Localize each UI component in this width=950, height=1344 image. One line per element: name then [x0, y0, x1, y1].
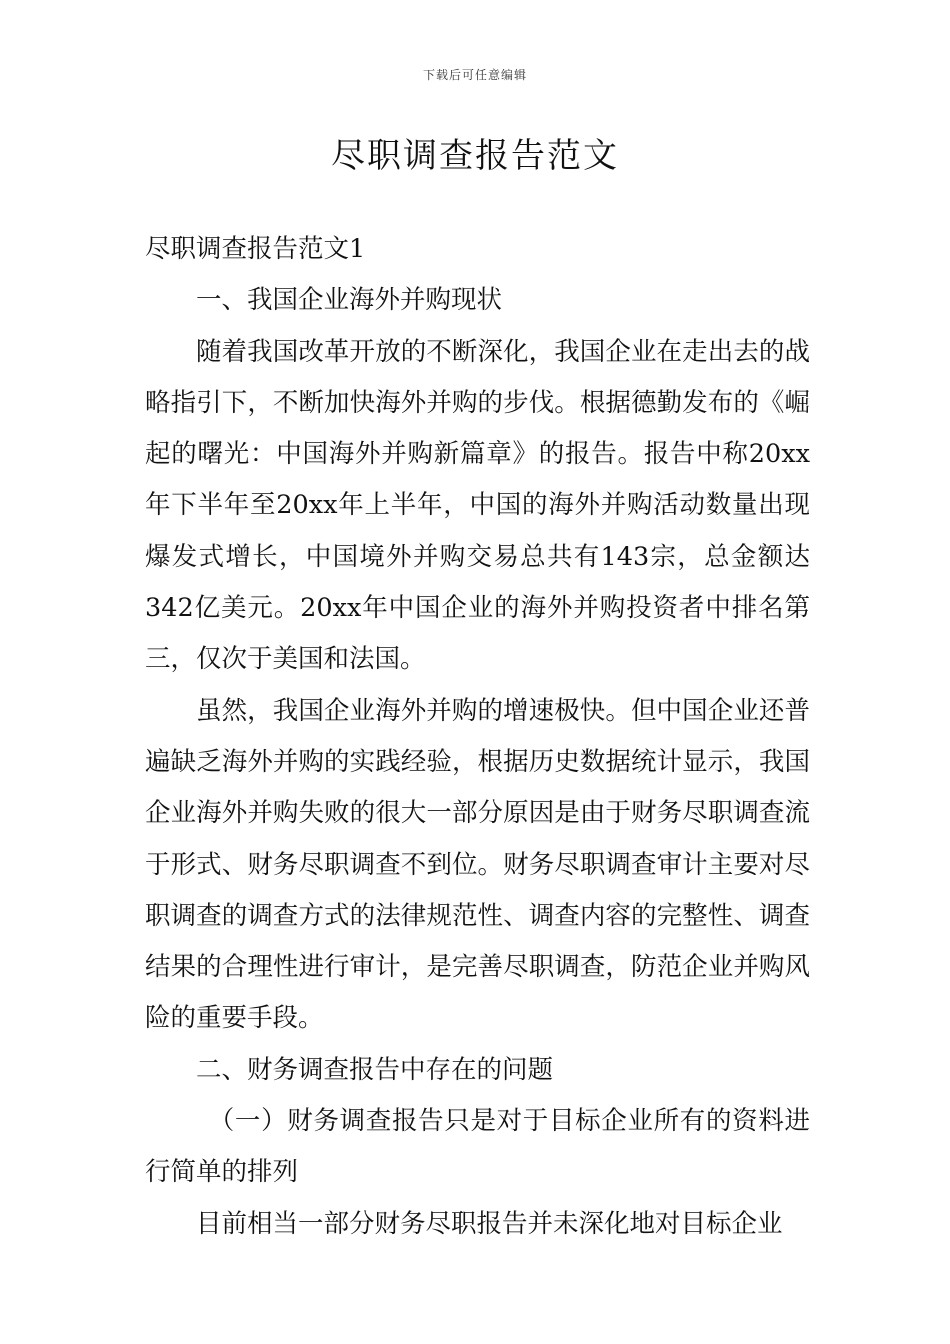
body-paragraph: 随着我国改革开放的不断深化，我国企业在走出去的战略指引下，不断加快海外并购的步伐。根据德勤发布的《崛起的曙光：中国海外并购新篇章》的报告。报告中称20xx年下半年至20xx年上半年，中国的海外并购活动数量出现爆发式增长，中国境外并购交易总共有143宗，总金额达342亿美元。20xx年中国企业的海外并购投资者中排名第三，仅次于美国和法国。	[145, 336, 810, 675]
document-title: 尽职调查报告范文	[331, 136, 619, 176]
subsection-heading: 二、财务调查报告中存在的问题	[196, 1054, 554, 1085]
header-note: 下载后可任意编辑	[422, 68, 527, 82]
body-paragraph: 目前相当一部分财务尽职报告并未深化地对目标企业	[196, 1208, 783, 1239]
subsection-heading: 一、我国企业海外并购现状	[196, 285, 503, 316]
body-paragraph: 虽然，我国企业海外并购的增速极快。但中国企业还普遍缺乏海外并购的实践经验，根据历史数据统计显示，我国企业海外并购失败的很大一部分原因是由于财务尽职调查流于形式、财务尽职调查不到位。财务尽职调查审计主要对尽职调查的调查方式的法律规范性、调查内容的完整性、调查结果的合理性进行审计，是完善尽职调查，防范企业并购风险的重要手段。	[145, 695, 810, 1034]
sub-item-heading: （一）财务调查报告只是对于目标企业所有的资料进行简单的排列	[145, 1106, 810, 1188]
section-heading: 尽职调查报告范文1	[145, 234, 366, 264]
document-body	[145, 224, 810, 1250]
